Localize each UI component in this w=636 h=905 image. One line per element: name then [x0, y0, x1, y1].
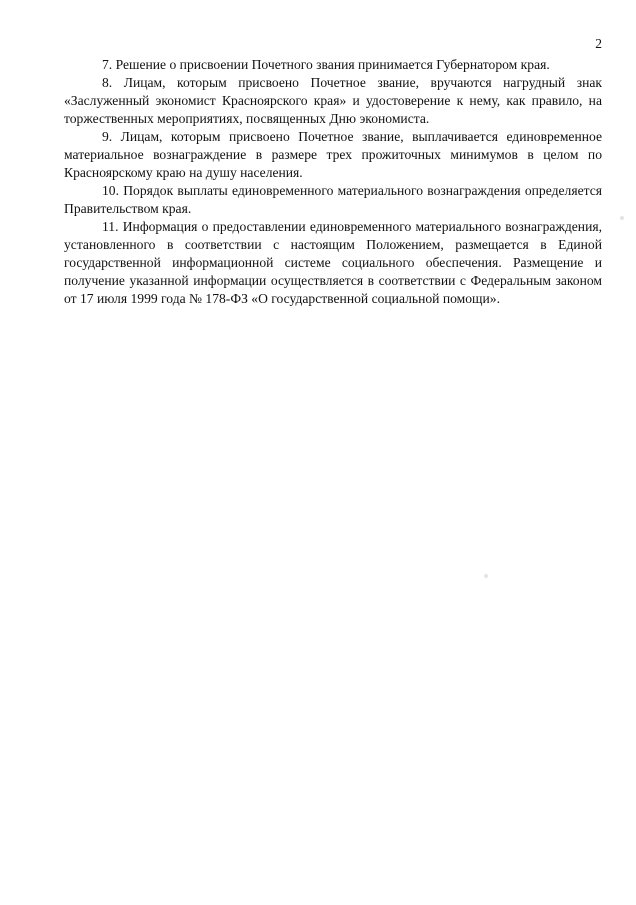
document-body [64, 56, 602, 308]
paragraph-9: 9. Лицам, которым присвоено Почетное звание, выплачивается единовременное материальное вознаграждение в размере трех прожиточных минимумов в целом по Красноярскому краю на душу населения. [64, 129, 602, 180]
scan-speck [484, 574, 488, 578]
paragraph-10: 10. Порядок выплаты единовременного материального вознаграждения определяется Правительством края. [64, 183, 602, 216]
paragraph-8: 8. Лицам, которым присвоено Почетное звание, вручаются нагрудный знак «Заслуженный экономист Красноярского края» и удостоверение к нему, как правило, на торжественных мероприятиях, посвященных Дню экономиста. [64, 75, 602, 126]
paragraph-7: 7. Решение о присвоении Почетного звания принимается Губернатором края. [102, 57, 550, 72]
paragraph-11: 11. Информация о предоставлении единовременного материального вознаграждения, установленного в соответствии с настоящим Положением, размещается в Единой государственной информационной системе социального обеспечения. Размещение и получение указанной информации осуществляется в соответствии с Федеральным законом от 17 июля 1999 года № 178-ФЗ «О государственной социальной помощи». [64, 219, 602, 306]
scan-speck [620, 216, 624, 220]
page-number: 2 [595, 36, 602, 51]
